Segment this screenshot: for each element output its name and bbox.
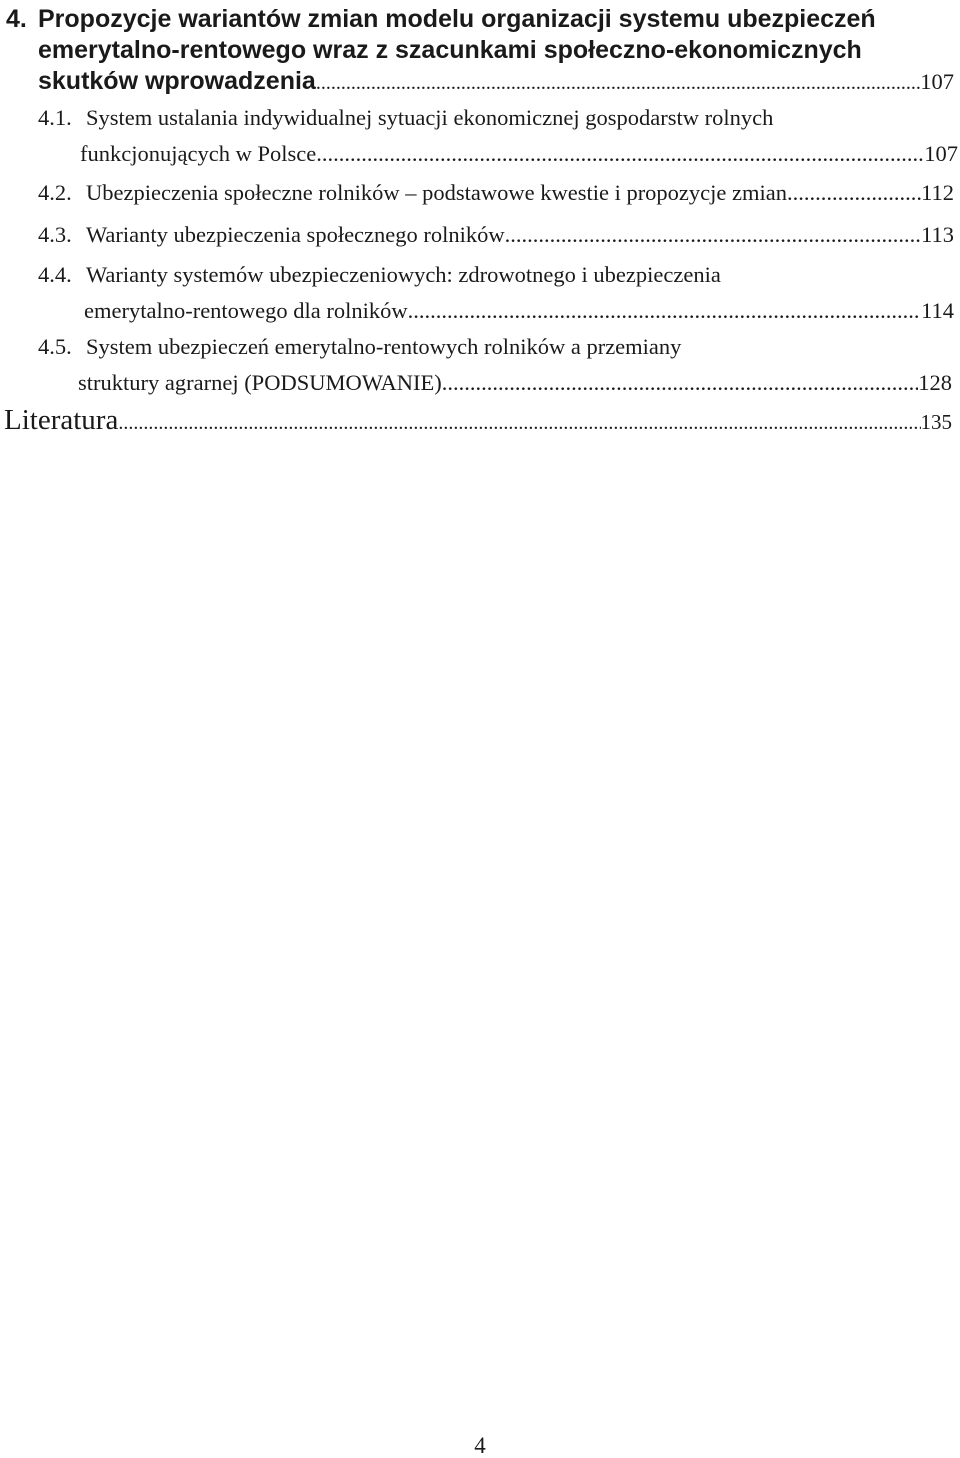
toc-page-number: 114 [921, 298, 954, 323]
dot-leader [316, 68, 920, 99]
toc-section-title-line-1: Warianty systemów ubezpieczeniowych: zdrowotnego i ubezpieczenia [86, 262, 721, 287]
dot-leader [316, 136, 924, 172]
toc-section-number: 4.5. [38, 334, 72, 359]
toc-section-number: 4.3. [38, 222, 72, 247]
dot-leader [442, 365, 919, 401]
toc-literature[interactable] [4, 404, 952, 444]
dot-leader [505, 217, 921, 253]
toc-section-title-line-1: System ubezpieczeń emerytalno-rentowych rolników a przemiany [86, 334, 682, 359]
dot-leader [408, 293, 921, 329]
dot-leader [787, 175, 921, 211]
toc-chapter-leader-line [38, 66, 954, 99]
page-number: 4 [474, 1433, 486, 1458]
toc-section-title-line-2: funkcjonujących w Polsce [80, 141, 317, 166]
toc-page-number: 107 [924, 141, 958, 166]
toc-section-number: 4.1. [38, 105, 72, 130]
toc-section-title-line-2: struktury agrarnej (PODSUMOWANIE) [78, 370, 442, 395]
toc-chapter-title-line-2: emerytalno-rentowego wraz z szacunkami społeczno-ekonomicznych [38, 36, 862, 64]
toc-page-number: 107 [920, 69, 954, 94]
toc-section-leader-line [78, 365, 952, 401]
toc-page-number: 112 [921, 180, 954, 205]
toc-section-title-line-1: Ubezpieczenia społeczne rolników – podstawowe kwestie i propozycje zmian [86, 180, 787, 205]
toc-section-title-line-1: System ustalania indywidualnej sytuacji ekonomicznej gospodarstw rolnych [86, 105, 774, 130]
toc-section-leader-line [86, 175, 954, 211]
toc-page-number: 135 [920, 410, 952, 434]
toc-chapter-title-line-3: skutków wprowadzenia [38, 67, 316, 95]
toc-chapter-title-line-1: Propozycje wariantów zmian modelu organizacji systemu ubezpieczeń [38, 5, 876, 33]
toc-chapter-number: 4. [6, 5, 27, 33]
toc-page-number: 113 [921, 222, 954, 247]
toc-section-leader-line [84, 293, 954, 329]
toc-section-leader-line [86, 217, 954, 253]
toc-page-number: 128 [918, 370, 952, 395]
toc-section-title-line-2: emerytalno-rentowego dla rolników [84, 298, 408, 323]
toc-section-number: 4.2. [38, 180, 72, 205]
toc-section-title-line-1: Warianty ubezpieczenia społecznego rolników [86, 222, 505, 247]
dot-leader [118, 412, 920, 435]
toc-section-leader-line [80, 136, 958, 172]
toc-literature-title: Literatura [4, 404, 119, 436]
toc-section-number: 4.4. [38, 262, 72, 287]
